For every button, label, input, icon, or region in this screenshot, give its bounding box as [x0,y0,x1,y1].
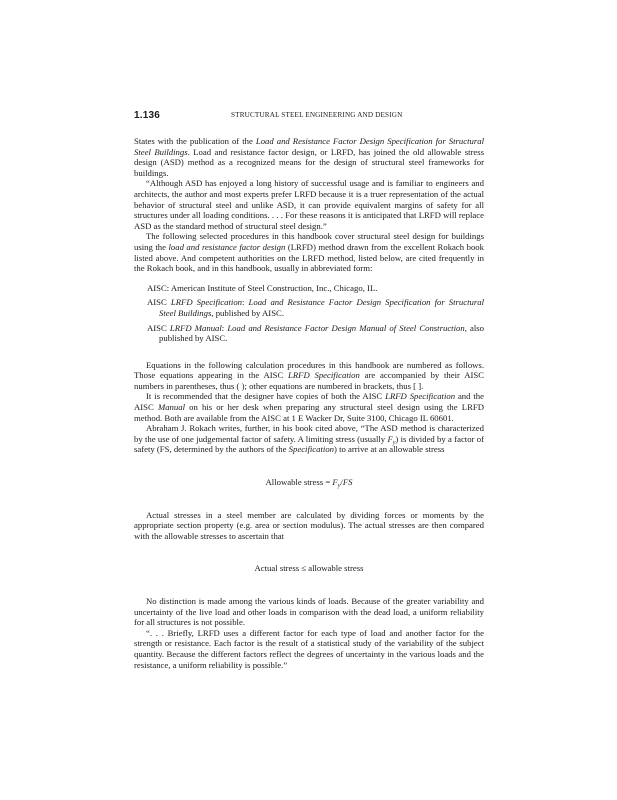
italic-title: Specification [288,444,335,455]
italic-title: Load and Resistance Factor Design Specification for Structural Steel Buildings [134,136,485,157]
text-run: , published by AISC. [211,307,285,318]
italic-term: load and resistance factor design [168,241,286,252]
text-run: Equations in the following calculation procedures in this handbook are numbered as follows. Those equations appearing in the AISC [134,359,484,381]
italic-title: LRFD Specification [385,391,456,402]
italic-title: Manual [157,402,185,413]
equation-actual-stress: Actual stress ≤ allowable stress [254,563,364,574]
italic-title: LRFD Manual [169,322,222,333]
running-title: STRUCTURAL STEEL ENGINEERING AND DESIGN [231,111,403,119]
text-run: , also published by AISC. [159,322,484,344]
text-run: : [221,322,228,333]
paragraph-6 [134,423,484,455]
text-run: States with the publication of the [134,136,256,146]
text-run: Allowable stress = [265,477,333,488]
paragraph-5 [134,391,484,423]
reference-item-lrfd-specification [134,297,484,318]
text-run: The following selected procedures in this handbook cover structural steel design for buildings using the [134,231,484,252]
symbol-subscript-y: y [337,483,341,490]
text-run: Abraham J. Rokach writes, further, in his book cited above, “The ASD method is characterized by the use of one judgemental factor of safety. A limiting stress (usually [134,423,484,444]
paragraph-7: Actual stresses in a steel member are calculated by dividing forces or moments by the appropriate section property (e.g. area or section modulus). The actual stresses are then compared with the allowable stresses to ascertain that [134,509,484,541]
page-number: 1.136 [134,110,161,121]
italic-title: LRFD Specification [170,297,243,308]
text-run: . Load and resistance factor design, or LRFD, has joined the old allowable stress design (ASD) method as a recognized means for the design of structural steel frameworks for buildings. [134,146,485,178]
text-run: (LRFD) method drawn from the excellent Rokach book listed above. And competent authorities on the LRFD method, listed below, are cited frequently in the Rokach book, and in this handbook, usually in abbreviated form: [134,241,484,274]
paragraph-2: “Although ASD has enjoyed a long history of successful usage and is familiar to engineers and architects, the author and most experts prefer LRFD because it is a truer representation of the actual behavior of structural steel and unlike ASD, it can provide equivalent margins of safety for all structures under all loading conditions. . . . For these reasons it is anticipated that LRFD will replace ASD as the standard method of structural steel design.” [134,178,484,231]
text-run: / [340,477,343,488]
body-text [134,136,484,670]
italic-title: Load and Resistance Factor Design Manual of Steel Construction [227,322,465,333]
text-run: : [242,297,249,308]
reference-list [134,283,484,344]
symbol-f: F [387,433,393,444]
text-run: are accompanied by their AISC numbers in parentheses, thus ( ); other equations are numbered in brackets, thus [ ]. [134,370,484,391]
paragraph-4 [134,360,484,392]
symbol-subscript-y: y [392,439,396,446]
text-run: ) to arrive at an allowable stress [334,444,445,455]
symbol-f: F [332,477,338,488]
text-run: on his or her desk when preparing any structural steel design using the LRFD method. Both are available from the AISC at 1 E Wacker Dr, Suite 3100, Chicago IL 60601. [134,402,484,423]
paragraph-9: “. . . Briefly, LRFD uses a different factor for each type of load and another factor for the strength or resistance. Each factor is the result of a statistical study of the variability of the subject quantity. Because the different factors reflect the degrees of uncertainty in the various loads and the resistance, a uniform reliability is possible.” [134,627,484,670]
text-run: ) is divided by a factor of safety (FS, determined by the authors of the [134,433,484,455]
text-run: and the AISC [134,391,484,413]
paragraph-8: No distinction is made among the various kinds of loads. Because of the greater variability and uncertainty of the live load and other loads in comparison with the dead load, a uniform reliability for all structures is not possible. [134,596,484,628]
paragraph-1 [134,136,484,178]
paragraph-3 [134,231,484,273]
running-header [134,110,484,124]
italic-title: LRFD Specification [288,370,360,381]
symbol-fs: FS [342,477,353,488]
equation-allowable-stress [134,477,484,488]
text-run: It is recommended that the designer have copies of both the AISC [146,391,386,402]
text-run: AISC [147,322,170,333]
reference-item-aisc: AISC: American Institute of Steel Construction, Inc., Chicago, IL. [147,282,378,293]
text-run: AISC [147,297,171,308]
reference-item-lrfd-manual [134,323,484,344]
italic-title: Load and Resistance Factor Design Specification for Structural Steel Buildings [159,297,485,318]
